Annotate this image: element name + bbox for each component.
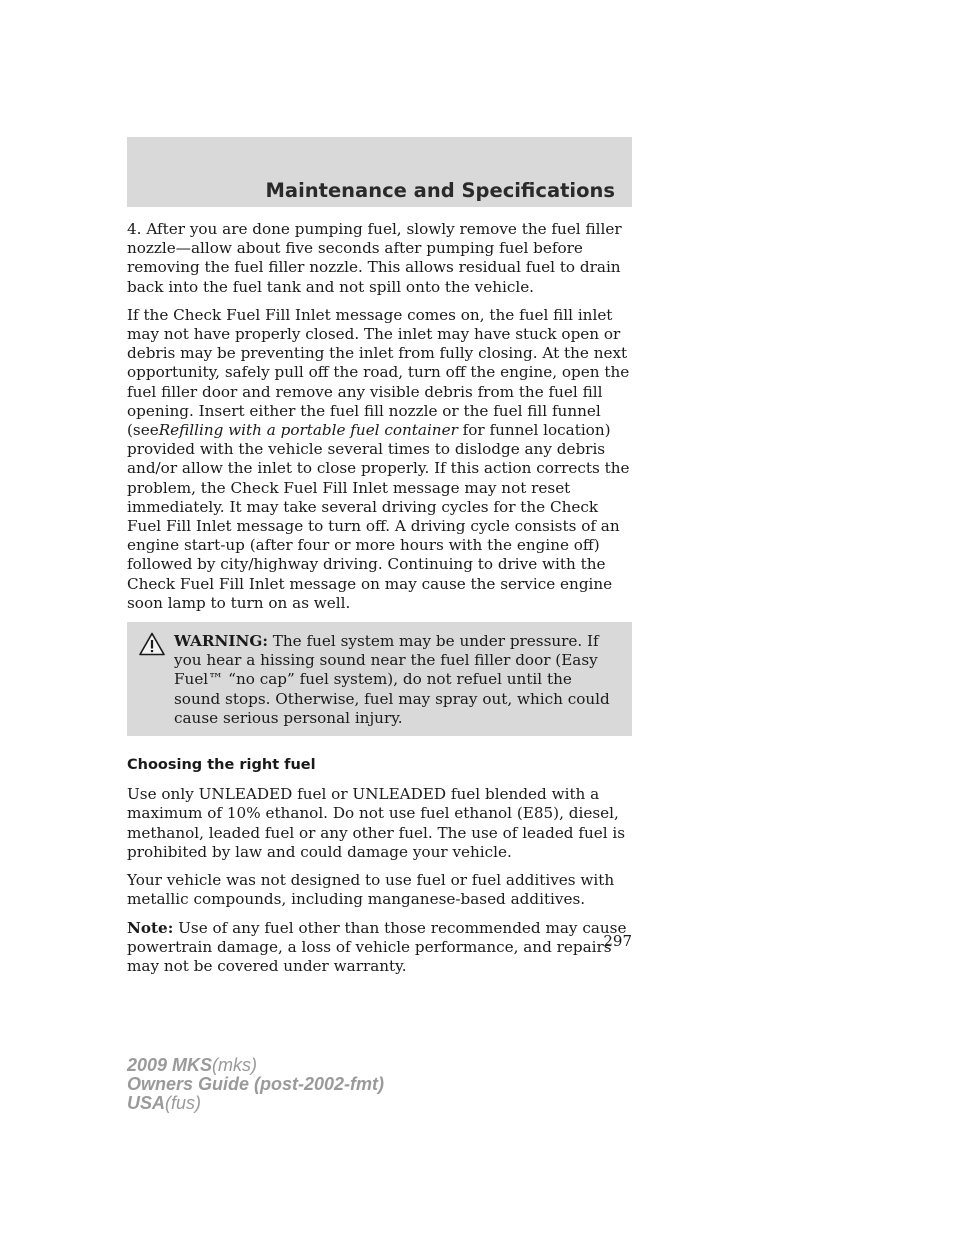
paragraph-step-4: 4. After you are done pumping fuel, slowly remove the fuel filler nozzle—allow about five seconds after pumping fuel before removing the fuel filler nozzle. This allows residual fuel to drain back into the fuel tank and not spill onto the vehicle. <box>127 220 622 296</box>
section-heading: Choosing the right fuel <box>127 757 316 774</box>
footer-market: USA <box>127 1093 166 1113</box>
note-paragraph <box>127 919 632 977</box>
warning-text <box>137 632 622 728</box>
footer-model-code: (mks) <box>212 1055 258 1075</box>
page-number: 297 <box>603 932 632 950</box>
section-title: Maintenance and Specifications <box>265 179 615 202</box>
note-label: Note: <box>127 918 174 937</box>
paragraph-unleaded-fuel: Use only UNLEADED fuel or UNLEADED fuel blended with a maximum of 10% ethanol. Do not use fuel ethanol (E85), diesel, methanol, leaded fuel or any other fuel. The use of leaded fuel is prohibited by law and could damage your vehicle. <box>127 785 626 861</box>
document-footer <box>127 1056 384 1113</box>
paragraph-text: If the Check Fuel Fill Inlet message comes on, the fuel fill inlet may not have properly closed. The inlet may have stuck open or debris may be preventing the inlet from fully closing. At the next opportunity, safely pull off the road, turn off the engine, open the fuel filler door and remove any visible debris from the fuel fill opening. Insert either the fuel fill nozzle or the fuel fill funnel (see <box>127 305 630 440</box>
footer-market-code: (fus) <box>165 1093 202 1113</box>
footer-guide-name: Owners Guide (post-2002-fmt) <box>127 1074 385 1094</box>
footer-model-year: 2009 MKS <box>127 1055 213 1075</box>
paragraph-additives: Your vehicle was not designed to use fuel or fuel additives with metallic compounds, including manganese-based additives. <box>127 871 615 909</box>
page-content <box>127 220 632 985</box>
footer-line-guide <box>127 1075 384 1094</box>
note-text: Use of any fuel other than those recommended may cause powertrain damage, a loss of vehicle performance, and repairs may not be covered under warranty. <box>127 918 627 975</box>
paragraph-text: for funnel location) provided with the vehicle several times to dislodge any debris and/or allow the inlet to close properly. If this action corrects the problem, the Check Fuel Fill Inlet message may not reset immediately. It may take several driving cycles for the Check Fuel Fill Inlet message to turn off. A driving cycle consists of an engine start-up (after four or more hours with the engine off) followed by city/highway driving. Continuing to drive with the Check Fuel Fill Inlet message on may cause the service engine soon lamp to turn on as well. <box>127 421 630 612</box>
cross-reference: Refilling with a portable fuel container <box>158 421 458 440</box>
warning-triangle-icon <box>139 632 165 656</box>
footer-line-market <box>127 1094 384 1113</box>
footer-line-model <box>127 1056 384 1075</box>
warning-body: The fuel system may be under pressure. If you hear a hissing sound near the fuel filler door (Easy Fuel™ “no cap” fuel system), do not refuel until the sound stops. Otherwise, fuel may spray out, which could cause serious personal injury. <box>174 632 610 727</box>
warning-label: WARNING: <box>174 632 268 651</box>
paragraph-check-fuel-fill-inlet <box>127 306 632 613</box>
section-header <box>127 137 632 207</box>
warning-box <box>127 622 632 736</box>
